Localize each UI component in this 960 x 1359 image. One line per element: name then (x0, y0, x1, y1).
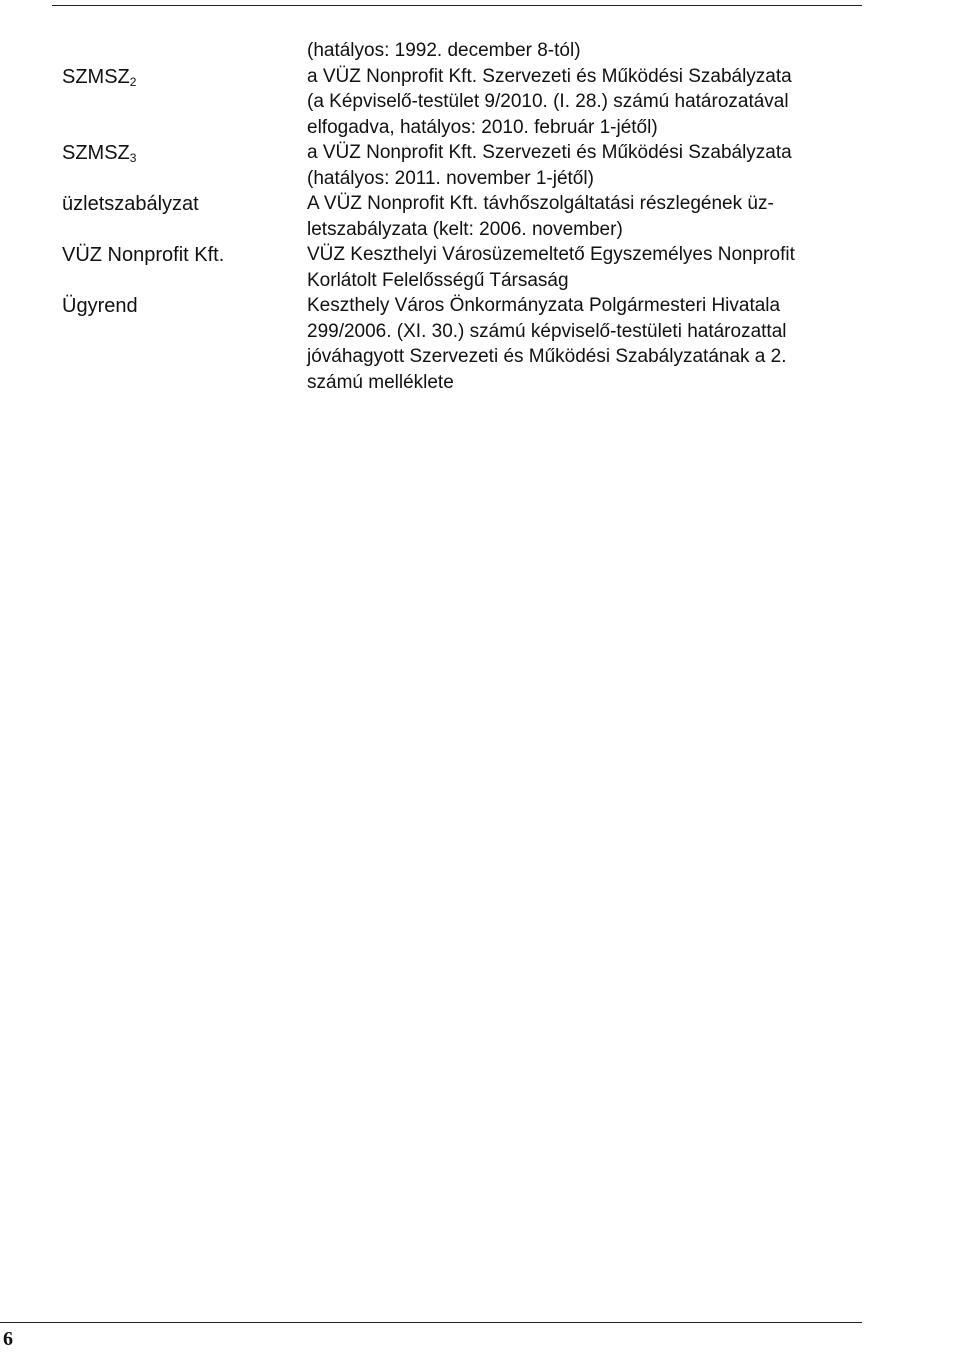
definition-text (307, 242, 859, 293)
footer-rule (0, 1322, 862, 1323)
definition-line: (hatályos: 1992. december 8-tól) (307, 40, 581, 61)
definition-line: Korlátolt Felelősségű Társaság (307, 269, 569, 291)
definition-line: (a Képviselő-testület 9/2010. (I. 28.) számú határozatával (307, 91, 789, 112)
definition-line: jóváhagyott Szervezeti és Működési Szabályzatának a 2. (307, 346, 787, 367)
definition-line: 299/2006. (XI. 30.) számú képviselő-testületi határozattal (307, 320, 787, 342)
definition-row (0, 140, 960, 191)
definition-text (307, 38, 859, 64)
definition-text (307, 191, 859, 242)
definition-text (307, 140, 859, 191)
definition-row (0, 242, 960, 293)
definition-line: a VÜZ Nonprofit Kft. Szervezeti és Működési Szabályzata (307, 65, 792, 87)
definition-line: (hatályos: 2011. november 1-jétől) (307, 167, 594, 189)
definition-line: VÜZ Keszthelyi Városüzemeltető Egyszemélyes Nonprofit (307, 244, 795, 265)
definition-line: Keszthely Város Önkormányzata Polgármesteri Hivatala (307, 295, 781, 316)
definition-row (0, 64, 960, 141)
term-text: VÜZ Nonprofit Kft. (62, 244, 225, 266)
term-text: SZMSZ (62, 65, 130, 88)
term-text: SZMSZ (62, 142, 130, 164)
top-rule (52, 5, 862, 6)
page-number: 6 (3, 1328, 13, 1350)
definition-row (0, 293, 960, 395)
definitions-list (0, 38, 960, 395)
term-label (62, 140, 136, 166)
definition-line: A VÜZ Nonprofit Kft. távhőszolgáltatási részlegének üz- (307, 193, 774, 214)
definition-line: letszabályzata (kelt: 2006. november) (307, 218, 623, 240)
definition-row (0, 38, 960, 64)
definition-line: a VÜZ Nonprofit Kft. Szervezeti és Működési Szabályzata (307, 142, 792, 163)
term-subscript: 2 (129, 74, 137, 89)
definition-line: elfogadva, hatályos: 2010. február 1-jétől) (307, 116, 658, 138)
term-label (62, 293, 138, 319)
definition-text (307, 293, 859, 395)
term-text: üzletszabályzat (62, 193, 199, 215)
definition-row (0, 191, 960, 242)
term-label (62, 64, 136, 90)
term-label (62, 242, 224, 268)
term-label (62, 191, 199, 217)
term-subscript: 3 (129, 151, 137, 165)
definition-line: számú melléklete (307, 371, 454, 393)
definition-text (307, 64, 859, 141)
term-text: Ügyrend (62, 295, 138, 317)
